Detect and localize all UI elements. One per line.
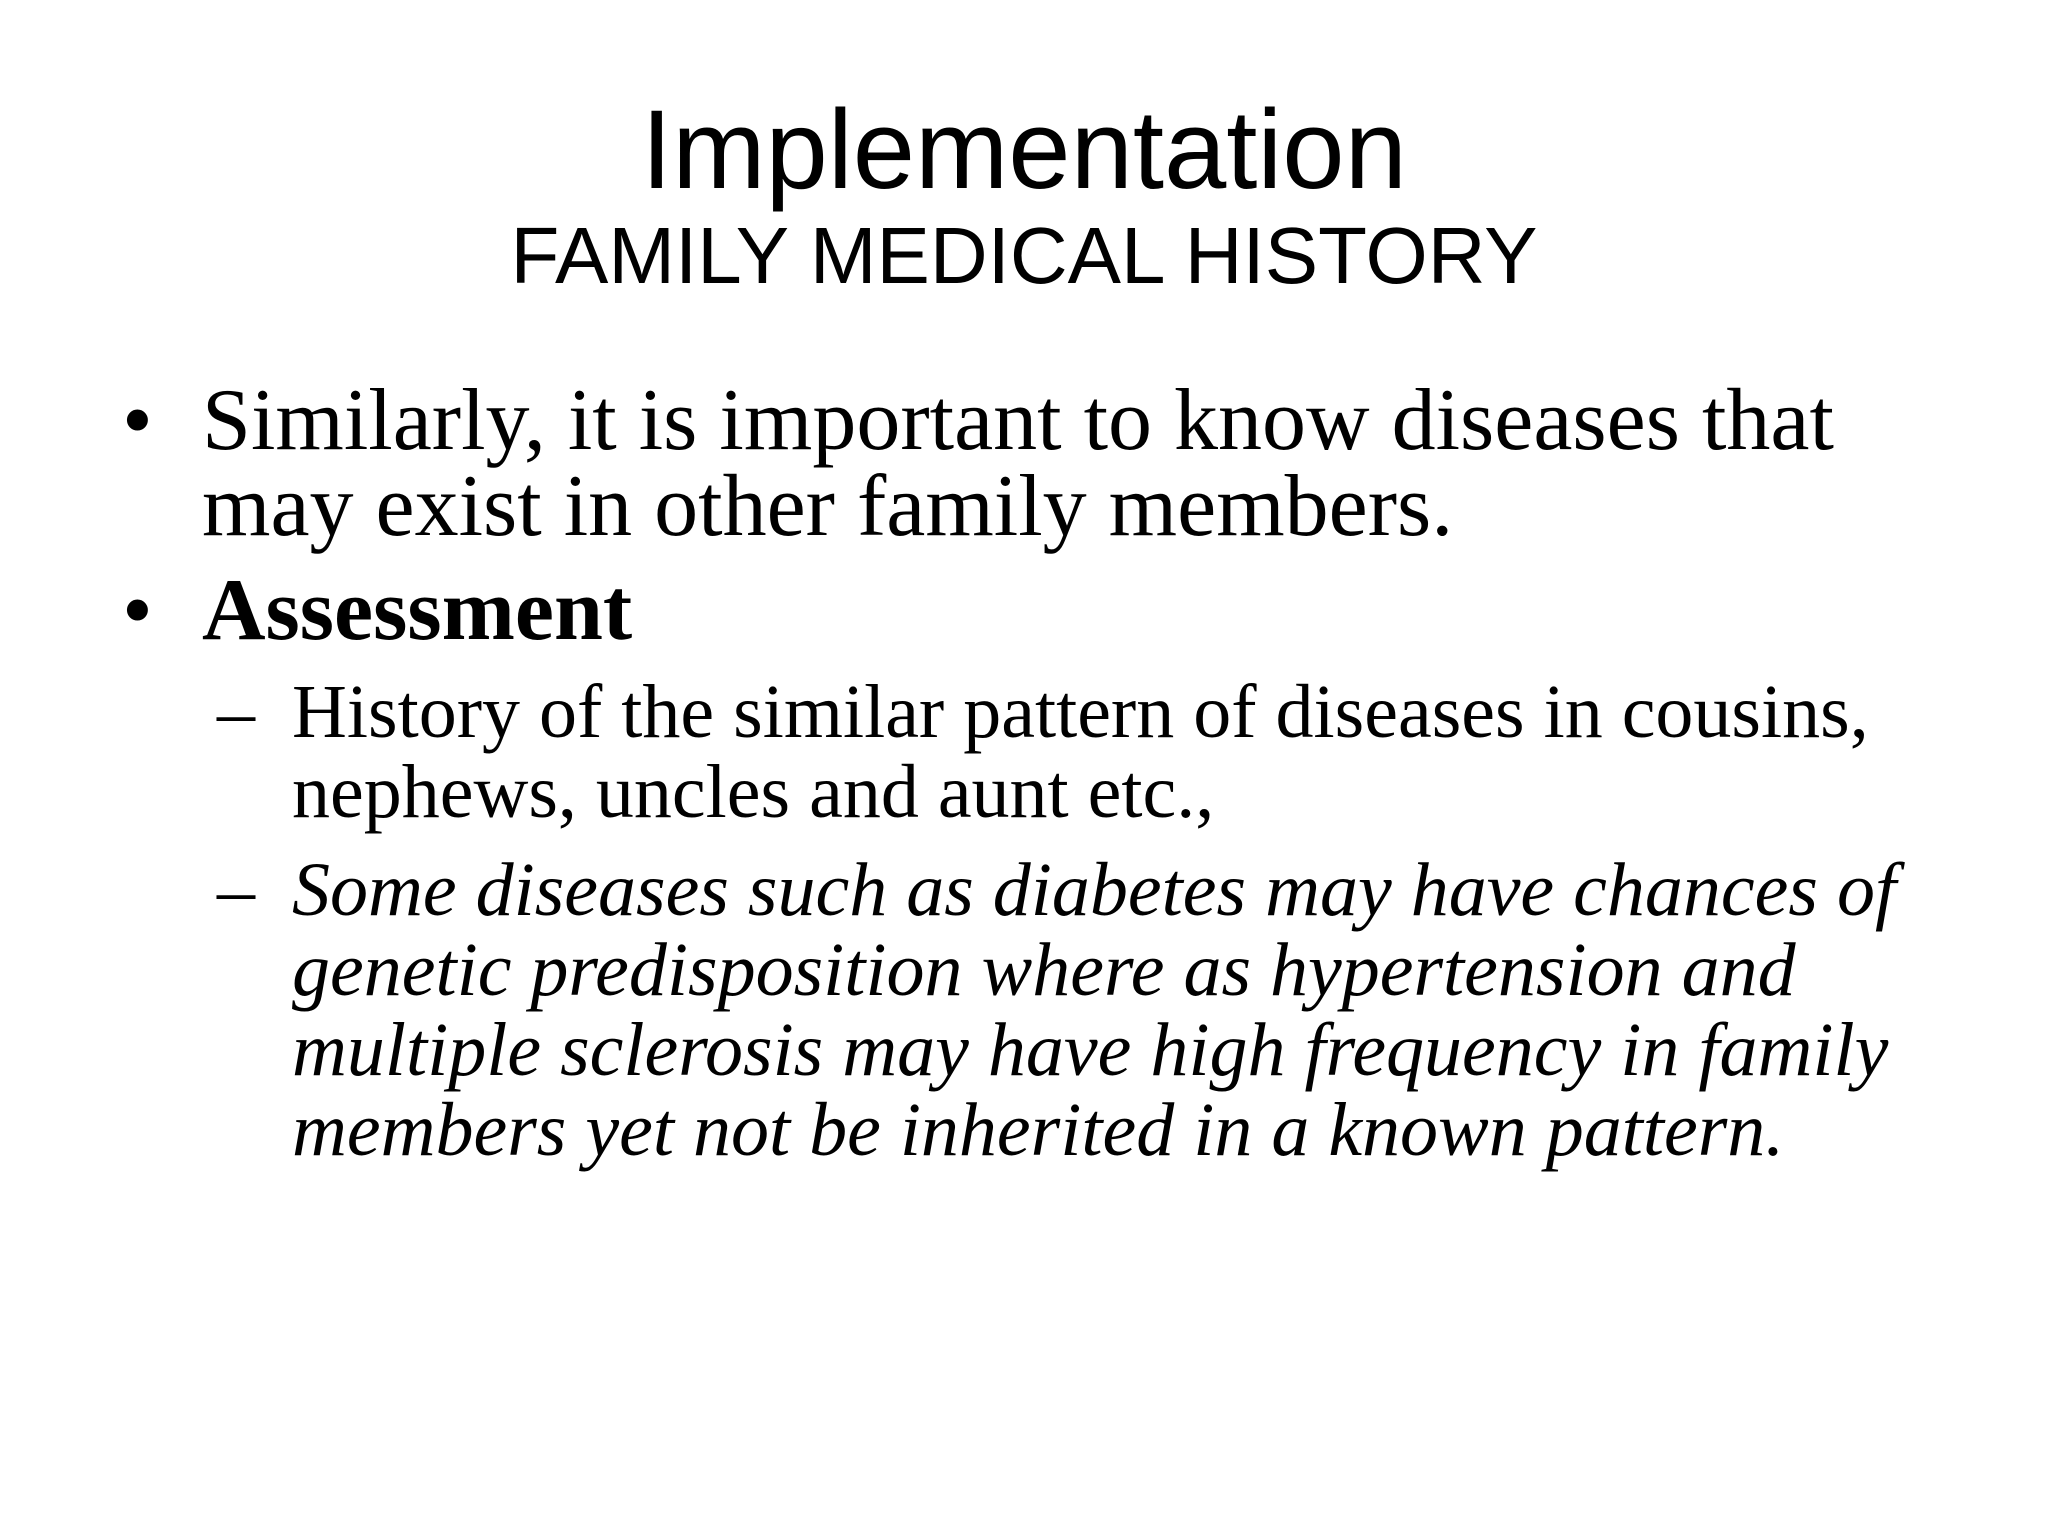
title-block: [0, 88, 2048, 300]
sub-bullet-marker: –: [217, 848, 255, 932]
slide-title: Implementation: [641, 87, 1407, 212]
bullet-text: Similarly, it is important to know diseases that may exist in other family members.: [202, 372, 1834, 555]
sub-bullet-marker: –: [217, 670, 255, 754]
bullet-marker: •: [122, 562, 153, 659]
bullet-item: [122, 562, 1982, 659]
sub-bullet-text: History of the similar pattern of diseases in cousins, nephews, uncles and aunt etc.,: [292, 670, 1869, 834]
slide-subtitle: FAMILY MEDICAL HISTORY: [510, 211, 1538, 300]
sub-bullet-text: Some diseases such as diabetes may have chances of genetic predisposition where as hypertension and multiple sclerosis may have high frequency in family members yet not be inherited in a known pattern.: [292, 848, 1897, 1172]
sub-bullet-item: [122, 672, 1982, 832]
sub-bullet-item: [122, 850, 1982, 1170]
slide-content: [122, 372, 1982, 1188]
bullet-item: [122, 372, 1982, 555]
bullet-heading-assessment: Assessment: [202, 562, 633, 659]
bullet-marker: •: [122, 372, 153, 469]
